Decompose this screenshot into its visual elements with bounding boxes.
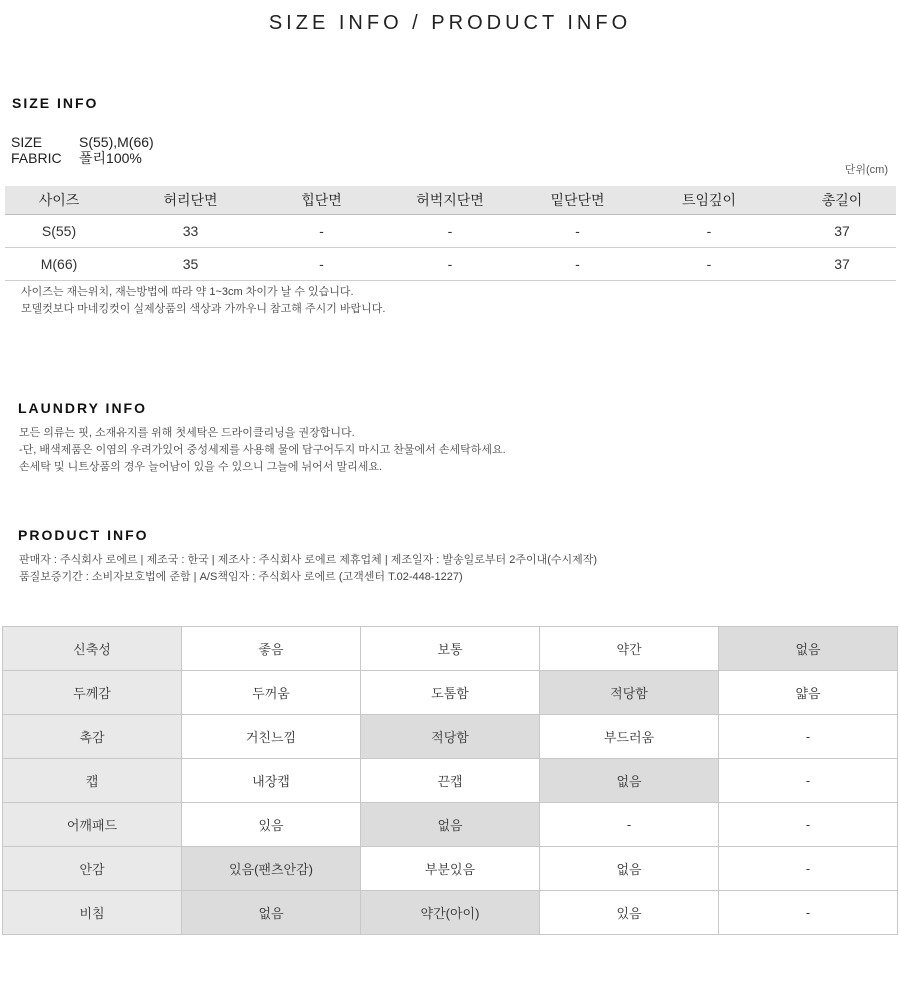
table-cell: 33	[113, 215, 268, 248]
table-cell: M(66)	[5, 248, 113, 281]
table-cell: -	[630, 248, 788, 281]
product-line: 품질보증기간 : 소비자보호법에 준함 | A/S책임자 : 주식회사 로에르 (고객센터 T.02-448-1227)	[19, 571, 463, 583]
size-table-header-cell: 트임깊이	[630, 186, 788, 215]
table-cell: 35	[113, 248, 268, 281]
attribute-name: 비침	[3, 891, 182, 935]
attribute-option: 없음	[719, 627, 898, 671]
attribute-option: 두꺼움	[182, 671, 361, 715]
attribute-option: -	[719, 803, 898, 847]
laundry-notes	[19, 425, 506, 476]
attribute-option: -	[719, 759, 898, 803]
attribute-option: 내장캡	[182, 759, 361, 803]
attribute-option: 거친느낌	[182, 715, 361, 759]
table-row	[5, 215, 896, 248]
attribute-option: 없음	[540, 847, 719, 891]
table-cell: -	[268, 248, 375, 281]
attribute-option: 약간(아이)	[361, 891, 540, 935]
fabric-spec	[11, 150, 142, 166]
attribute-option: 있음	[182, 803, 361, 847]
table-cell: -	[525, 215, 630, 248]
attribute-name: 촉감	[3, 715, 182, 759]
attribute-option: 끈캡	[361, 759, 540, 803]
attribute-name: 안감	[3, 847, 182, 891]
attribute-row	[3, 627, 898, 671]
attribute-option: -	[719, 891, 898, 935]
laundry-line: -단, 배색제품은 이염의 우려가있어 중성세제를 사용해 물에 담구어두지 마시고 찬물에서 손세탁하세요.	[19, 444, 506, 456]
attribute-row	[3, 715, 898, 759]
attribute-option: 적당함	[540, 671, 719, 715]
attribute-name: 두께감	[3, 671, 182, 715]
size-table-header	[5, 186, 896, 215]
attribute-option: 적당함	[361, 715, 540, 759]
attribute-option: 있음(팬츠안감)	[182, 847, 361, 891]
unit-label: 단위(cm)	[844, 164, 888, 176]
attribute-option: 좋음	[182, 627, 361, 671]
attribute-row	[3, 891, 898, 935]
size-notes	[21, 284, 385, 318]
attribute-option: 부드러움	[540, 715, 719, 759]
attribute-table	[2, 626, 898, 935]
attribute-option: -	[719, 847, 898, 891]
size-label: SIZE	[11, 134, 43, 150]
attribute-name: 어깨패드	[3, 803, 182, 847]
attribute-name: 캡	[3, 759, 182, 803]
table-cell: 37	[788, 215, 896, 248]
attribute-row	[3, 803, 898, 847]
table-cell: -	[630, 215, 788, 248]
fabric-value: 폴리100%	[79, 150, 142, 166]
attribute-option: -	[540, 803, 719, 847]
table-cell: -	[268, 215, 375, 248]
attribute-option: 도톰함	[361, 671, 540, 715]
table-row	[5, 248, 896, 281]
fabric-label: FABRIC	[11, 150, 62, 166]
size-note-line: 사이즈는 재는위치, 재는방법에 따라 약 1~3cm 차이가 날 수 있습니다.	[21, 286, 354, 298]
attribute-option: -	[719, 715, 898, 759]
size-table-header-cell: 허리단면	[113, 186, 268, 215]
product-line: 판매자 : 주식회사 로에르 | 제조국 : 한국 | 제조사 : 주식회사 로에르 제휴업체 | 제조일자 : 발송일로부터 2주이내(수시제작)	[19, 554, 598, 566]
size-note-line: 모델컷보다 마네킹컷이 실제상품의 색상과 가까우니 참고해 주시기 바랍니다.	[21, 303, 386, 315]
table-cell: -	[525, 248, 630, 281]
attribute-option: 없음	[182, 891, 361, 935]
table-cell: -	[375, 215, 525, 248]
product-notes	[19, 552, 597, 586]
table-cell: 37	[788, 248, 896, 281]
laundry-line: 손세탁 및 니트상품의 경우 늘어남이 있을 수 있으니 그늘에 뉘어서 말리세요.	[19, 461, 383, 473]
size-table-header-cell: 허벅지단면	[375, 186, 525, 215]
table-cell: S(55)	[5, 215, 113, 248]
attribute-option: 있음	[540, 891, 719, 935]
attribute-row	[3, 671, 898, 715]
size-info-title: SIZE INFO	[12, 95, 99, 111]
size-table	[5, 186, 896, 281]
attribute-option: 얇음	[719, 671, 898, 715]
attribute-option: 없음	[540, 759, 719, 803]
attribute-row	[3, 847, 898, 891]
laundry-line: 모든 의류는 핏, 소재유지를 위해 첫세탁은 드라이클리닝을 권장합니다.	[19, 427, 355, 439]
attribute-name: 신축성	[3, 627, 182, 671]
laundry-info-title: LAUNDRY INFO	[18, 400, 147, 416]
size-table-header-cell: 사이즈	[5, 186, 113, 215]
attribute-option: 약간	[540, 627, 719, 671]
size-value: S(55),M(66)	[79, 134, 154, 150]
product-info-title: PRODUCT INFO	[18, 527, 149, 543]
attribute-option: 없음	[361, 803, 540, 847]
attribute-row	[3, 759, 898, 803]
size-table-header-cell: 힙단면	[268, 186, 375, 215]
attribute-option: 보통	[361, 627, 540, 671]
page-title: SIZE INFO / PRODUCT INFO	[268, 12, 632, 34]
size-table-header-cell: 밑단단면	[525, 186, 630, 215]
attribute-option: 부분있음	[361, 847, 540, 891]
table-cell: -	[375, 248, 525, 281]
size-spec	[11, 134, 154, 150]
size-table-header-cell: 총길이	[788, 186, 896, 215]
